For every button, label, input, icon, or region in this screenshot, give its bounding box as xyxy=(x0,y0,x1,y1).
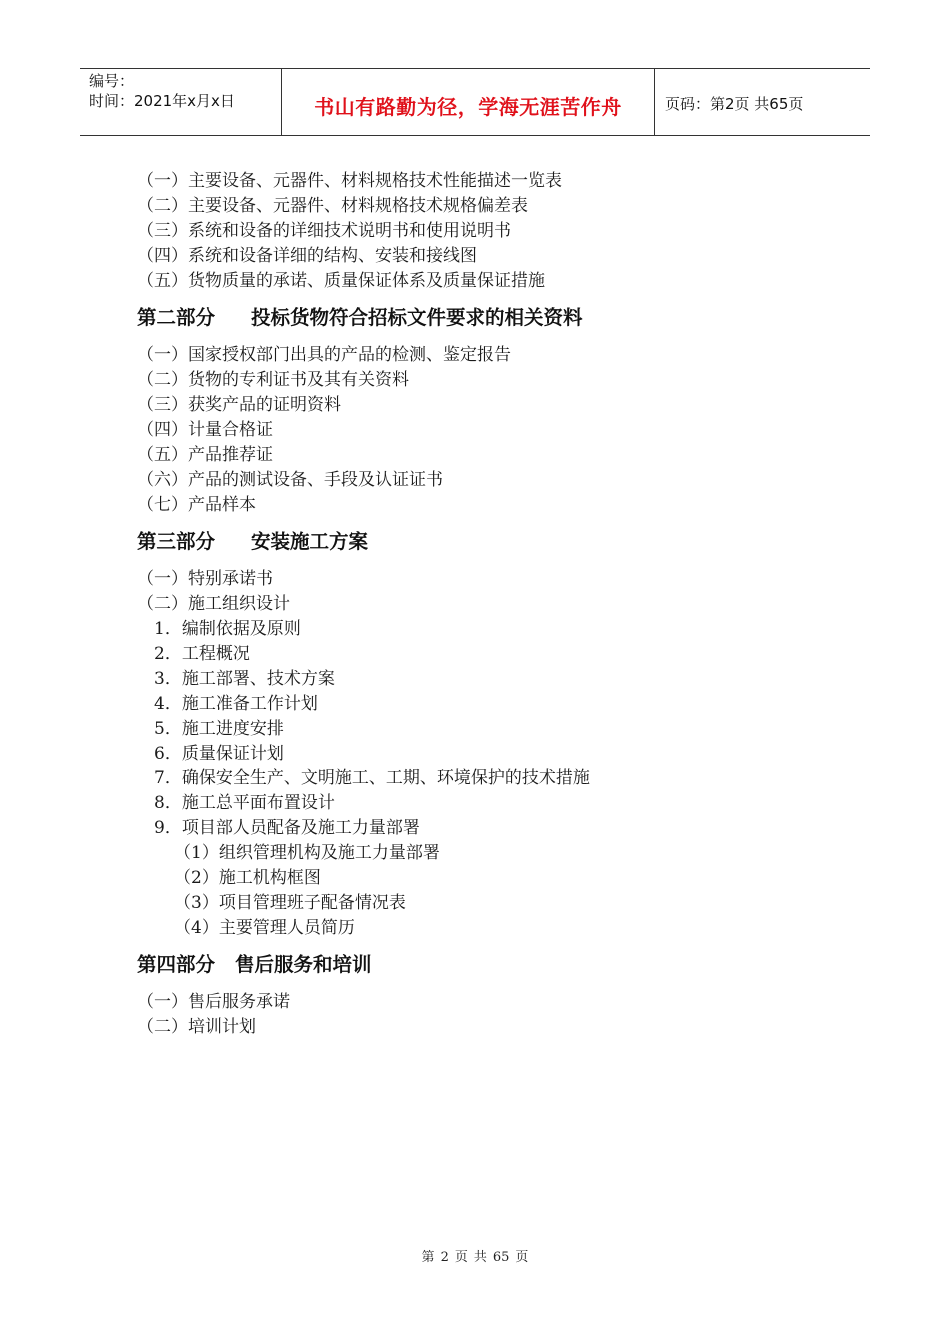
toc-item: （四）系统和设备详细的结构、安装和接线图 xyxy=(137,246,477,266)
toc-subitem: 5．施工进度安排 xyxy=(154,719,284,739)
footer-page-suffix: 页 xyxy=(454,1250,468,1265)
part3-title: 安装施工方案 xyxy=(251,530,369,553)
header-motto: 书山有路勤为径，学海无涯苦作舟 xyxy=(314,95,622,119)
toc-item: （二）主要设备、元器件、材料规格技术规格偏差表 xyxy=(137,196,528,216)
part4-title: 售后服务和培训 xyxy=(235,953,372,976)
toc-subitem: 9．项目部人员配备及施工力量部署 xyxy=(154,818,420,838)
header-number-label: 编号： xyxy=(89,72,135,90)
header-meta xyxy=(89,71,235,111)
header-divider-right xyxy=(654,68,655,135)
toc-item: （四）计量合格证 xyxy=(137,420,273,440)
toc-subitem: 7．确保安全生产、文明施工、工期、环境保护的技术措施 xyxy=(154,768,590,788)
header-date-label: 时间：2021年x月x日 xyxy=(89,92,235,110)
toc-subitem: 1．编制依据及原则 xyxy=(154,619,301,639)
page-footer xyxy=(0,1246,950,1265)
footer-total-prefix: 共 xyxy=(473,1250,487,1265)
footer-page-number: 2 xyxy=(440,1250,449,1265)
part2-heading xyxy=(137,305,583,331)
toc-item: （三）获奖产品的证明资料 xyxy=(137,395,341,415)
toc-subitem: 3．施工部署、技术方案 xyxy=(154,669,335,689)
toc-item: （二）培训计划 xyxy=(137,1017,256,1037)
toc-item: （二）施工组织设计 xyxy=(137,594,290,614)
toc-item: （一）售后服务承诺 xyxy=(137,992,290,1012)
toc-subsubitem: （2）施工机构框图 xyxy=(174,868,321,888)
toc-item: （二）货物的专利证书及其有关资料 xyxy=(137,370,409,390)
header-page-label: 页码：第2页 共65页 xyxy=(665,95,804,113)
toc-item: （一）国家授权部门出具的产品的检测、鉴定报告 xyxy=(137,345,511,365)
toc-item: （三）系统和设备的详细技术说明书和使用说明书 xyxy=(137,221,511,241)
part4-heading xyxy=(137,952,372,978)
part2-title: 投标货物符合招标文件要求的相关资料 xyxy=(251,306,583,329)
toc-item: （五）货物质量的承诺、质量保证体系及质量保证措施 xyxy=(137,271,545,291)
footer-page-prefix: 第 xyxy=(421,1250,435,1265)
part3-number: 第三部分 xyxy=(137,530,216,553)
toc-subsubitem: （4）主要管理人员简历 xyxy=(174,918,355,938)
toc-subitem: 6．质量保证计划 xyxy=(154,744,284,764)
toc-subsubitem: （3）项目管理班子配备情况表 xyxy=(174,893,406,913)
toc-item: （七）产品样本 xyxy=(137,495,256,515)
toc-subitem: 8．施工总平面布置设计 xyxy=(154,793,335,813)
toc-subitem: 4．施工准备工作计划 xyxy=(154,694,318,714)
toc-subsubitem: （1）组织管理机构及施工力量部署 xyxy=(174,843,440,863)
part3-heading xyxy=(137,529,368,555)
footer-total-number: 65 xyxy=(492,1250,510,1265)
header-bottom-rule xyxy=(80,135,870,136)
toc-item: （一）特别承诺书 xyxy=(137,569,273,589)
part4-number: 第四部分 xyxy=(137,953,216,976)
header-top-rule xyxy=(80,68,870,69)
toc-subitem: 2．工程概况 xyxy=(154,644,250,664)
part2-number: 第二部分 xyxy=(137,306,216,329)
toc-item: （五）产品推荐证 xyxy=(137,445,273,465)
toc-item: （一）主要设备、元器件、材料规格技术性能描述一览表 xyxy=(137,171,562,191)
toc-item: （六）产品的测试设备、手段及认证证书 xyxy=(137,470,443,490)
footer-total-suffix: 页 xyxy=(515,1250,529,1265)
